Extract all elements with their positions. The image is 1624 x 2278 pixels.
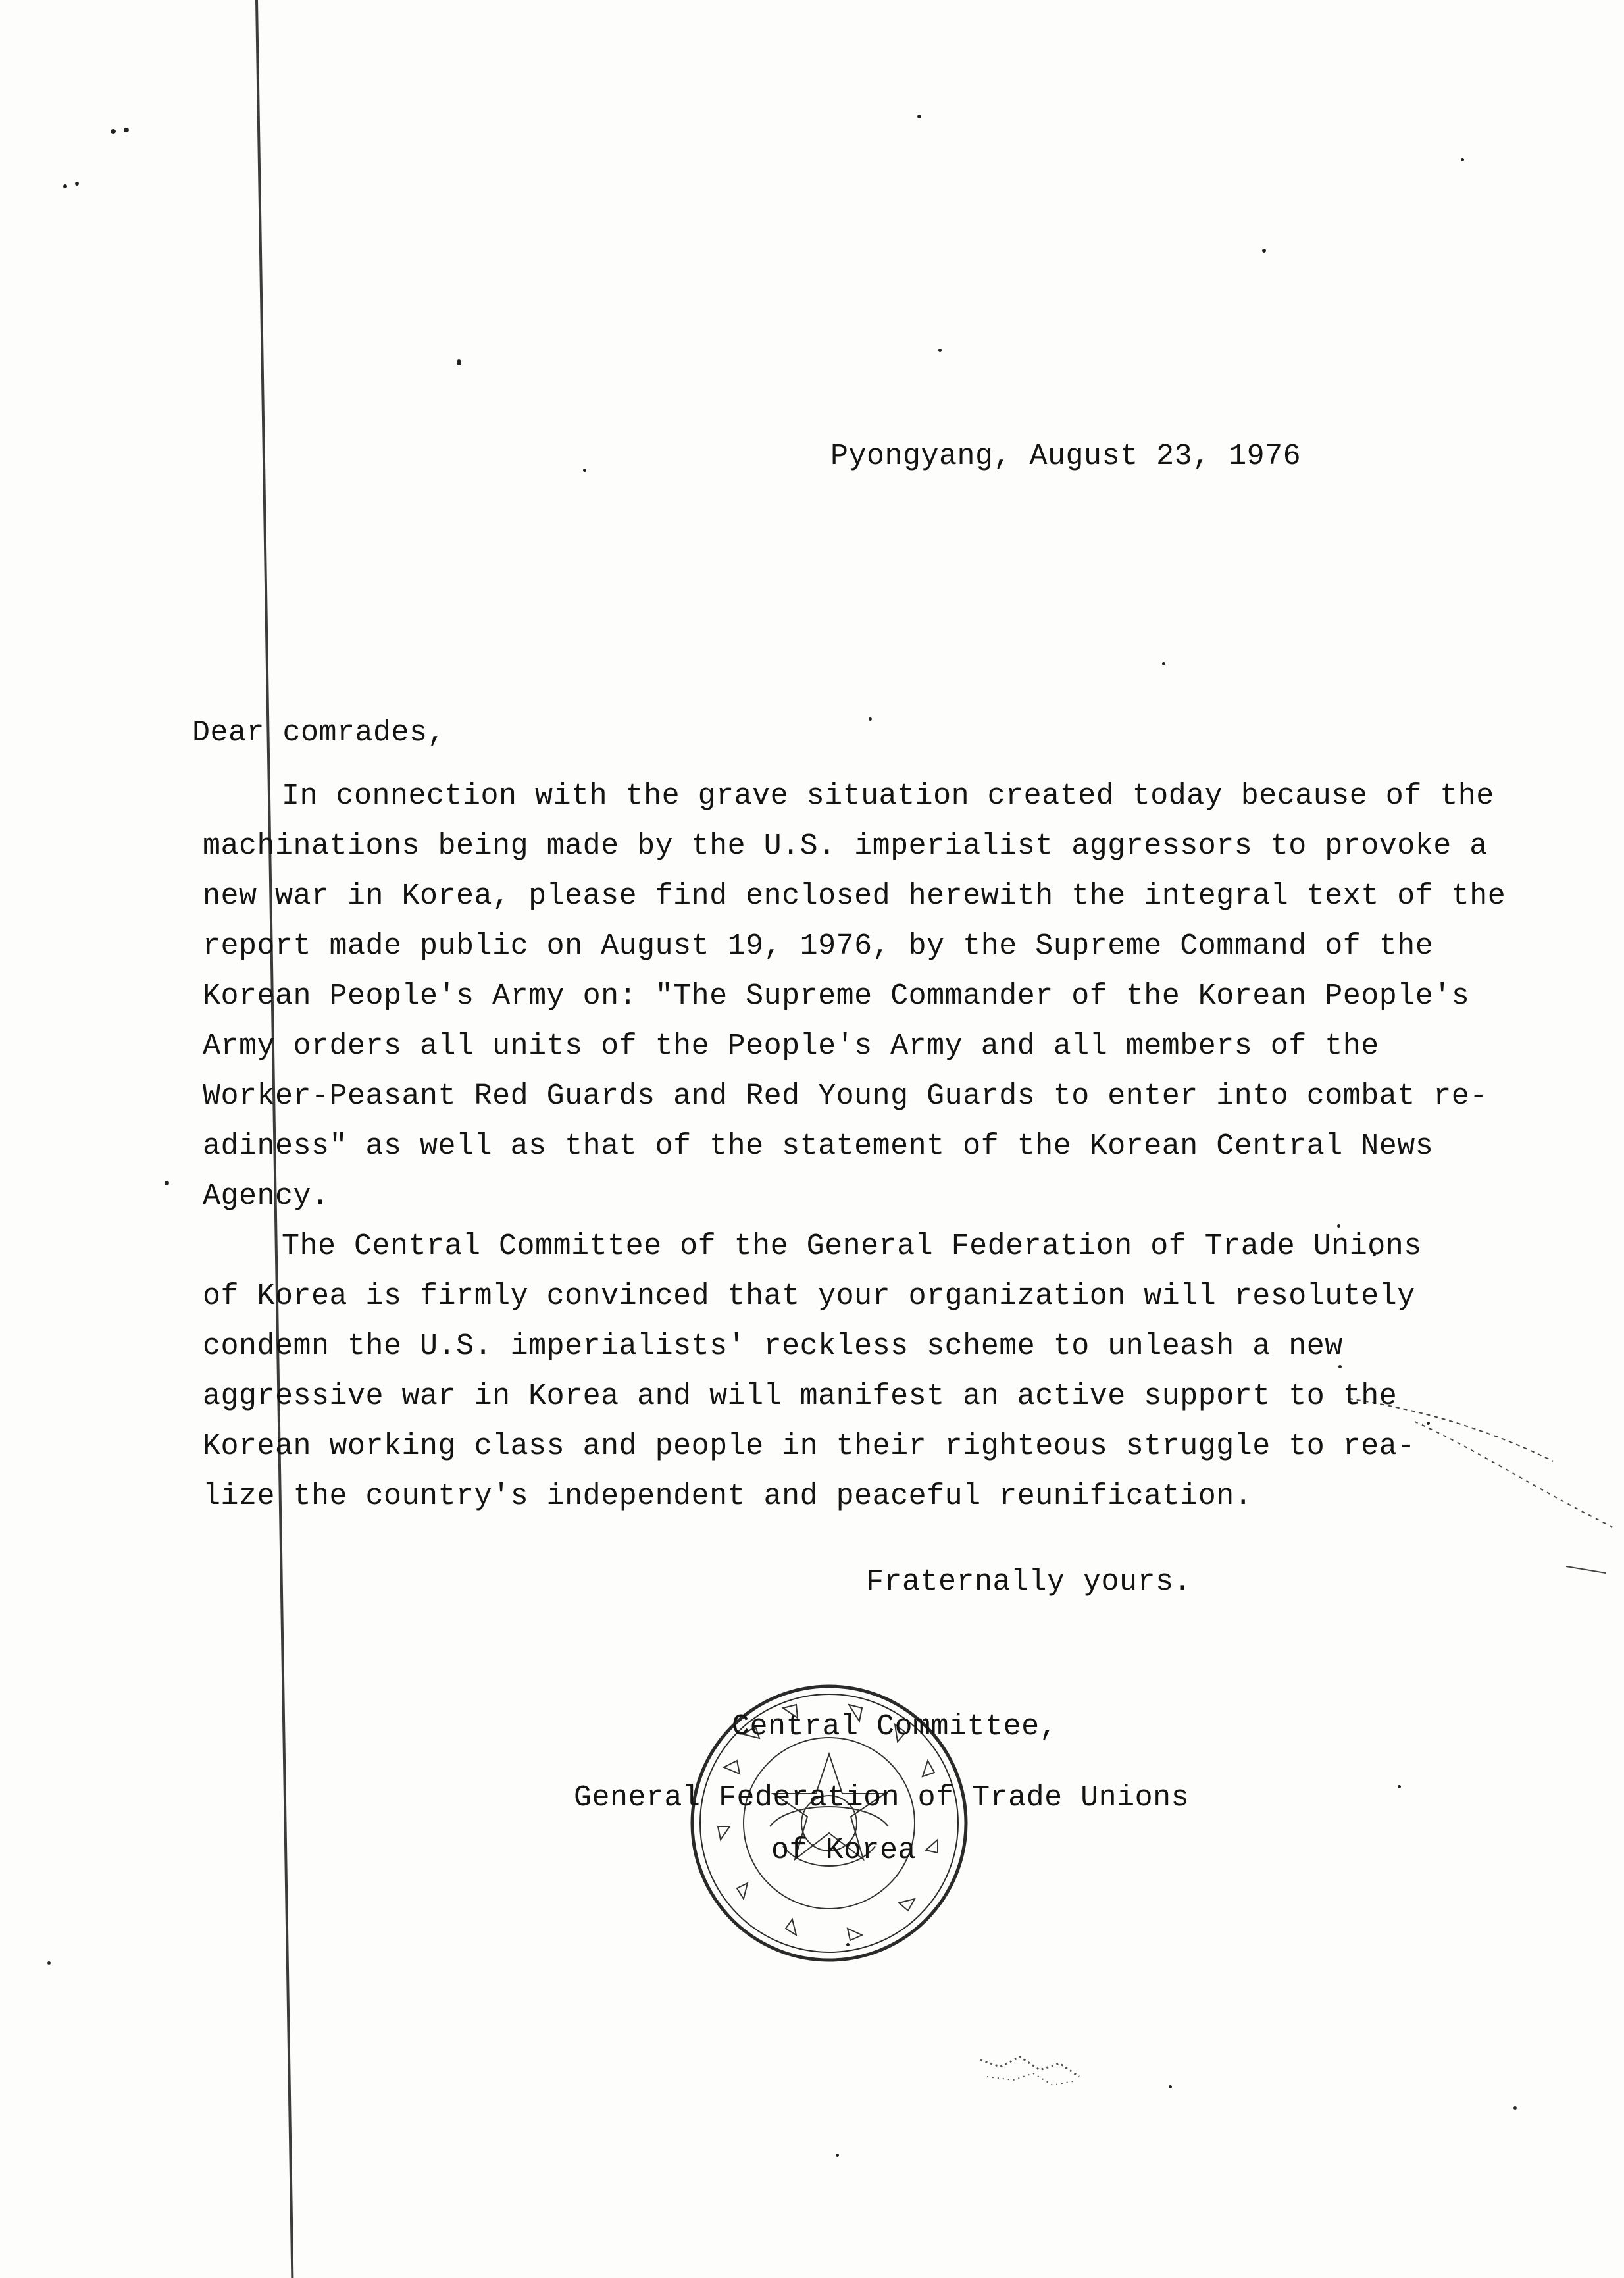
paper-speck: [1398, 1785, 1401, 1788]
body-line: Korean People's Army on: "The Supreme Commander of the Korean People's: [203, 979, 1470, 1013]
paper-speck: [47, 1961, 51, 1965]
paper-speck: [1262, 249, 1266, 253]
body-line: aggressive war in Korea and will manifest an active support to the: [203, 1380, 1398, 1413]
letter-body: [203, 771, 1506, 1522]
signature-line-federation: General Federation of Trade Unions: [574, 1781, 1190, 1815]
letter-date: Pyongyang, August 23, 1976: [830, 440, 1302, 473]
letter-salutation: Dear comrades,: [192, 716, 446, 750]
body-line: adiness" as well as that of the statement of the Korean Central News: [203, 1129, 1434, 1163]
body-line: new war in Korea, please find enclosed herewith the integral text of the: [203, 879, 1506, 913]
body-line: In connection with the grave situation created today because of the: [282, 779, 1494, 813]
body-line: Korean working class and people in their righteous struggle to rea-: [203, 1430, 1415, 1463]
paper-speck: [165, 1181, 169, 1185]
paper-speck: [457, 359, 461, 365]
body-line: The Central Committee of the General Federation of Trade Unions: [282, 1230, 1422, 1263]
letter-closing: Fraternally yours.: [866, 1565, 1192, 1599]
paper-speck: [917, 115, 921, 118]
signature-line-committee: Central Committee,: [732, 1710, 1058, 1744]
body-line: lize the country's independent and peaceful reunification.: [203, 1480, 1253, 1513]
paper-speck: [1513, 2106, 1517, 2110]
paper-speck: [75, 182, 79, 186]
body-line: machinations being made by the U.S. imperialist aggressors to provoke a: [203, 829, 1488, 863]
paper-speck: [124, 128, 129, 132]
body-line: Army orders all units of the People's Army and all members of the: [203, 1029, 1379, 1063]
paper-speck: [1162, 662, 1165, 665]
paper-speck: [583, 469, 586, 472]
paper-smudge-cluster: [974, 2040, 1105, 2100]
paper-speck: [63, 184, 67, 188]
paper-speck: [1169, 2085, 1172, 2088]
signature-line-country: of Korea: [771, 1834, 917, 1867]
paper-speck: [869, 717, 872, 721]
body-line: report made public on August 19, 1976, by the Supreme Command of the: [203, 929, 1434, 963]
paper-speck: [938, 349, 942, 352]
body-line: Worker-Peasant Red Guards and Red Young Guards to enter into combat re-: [203, 1079, 1488, 1113]
body-line: Agency.: [203, 1179, 330, 1213]
paper-speck: [1461, 158, 1464, 161]
paper-speck: [836, 2154, 839, 2157]
paper-speck: [111, 129, 116, 134]
body-line: condemn the U.S. imperialists' reckless scheme to unleash a new: [203, 1330, 1343, 1363]
body-line: of Korea is firmly convinced that your organization will resolutely: [203, 1280, 1415, 1313]
